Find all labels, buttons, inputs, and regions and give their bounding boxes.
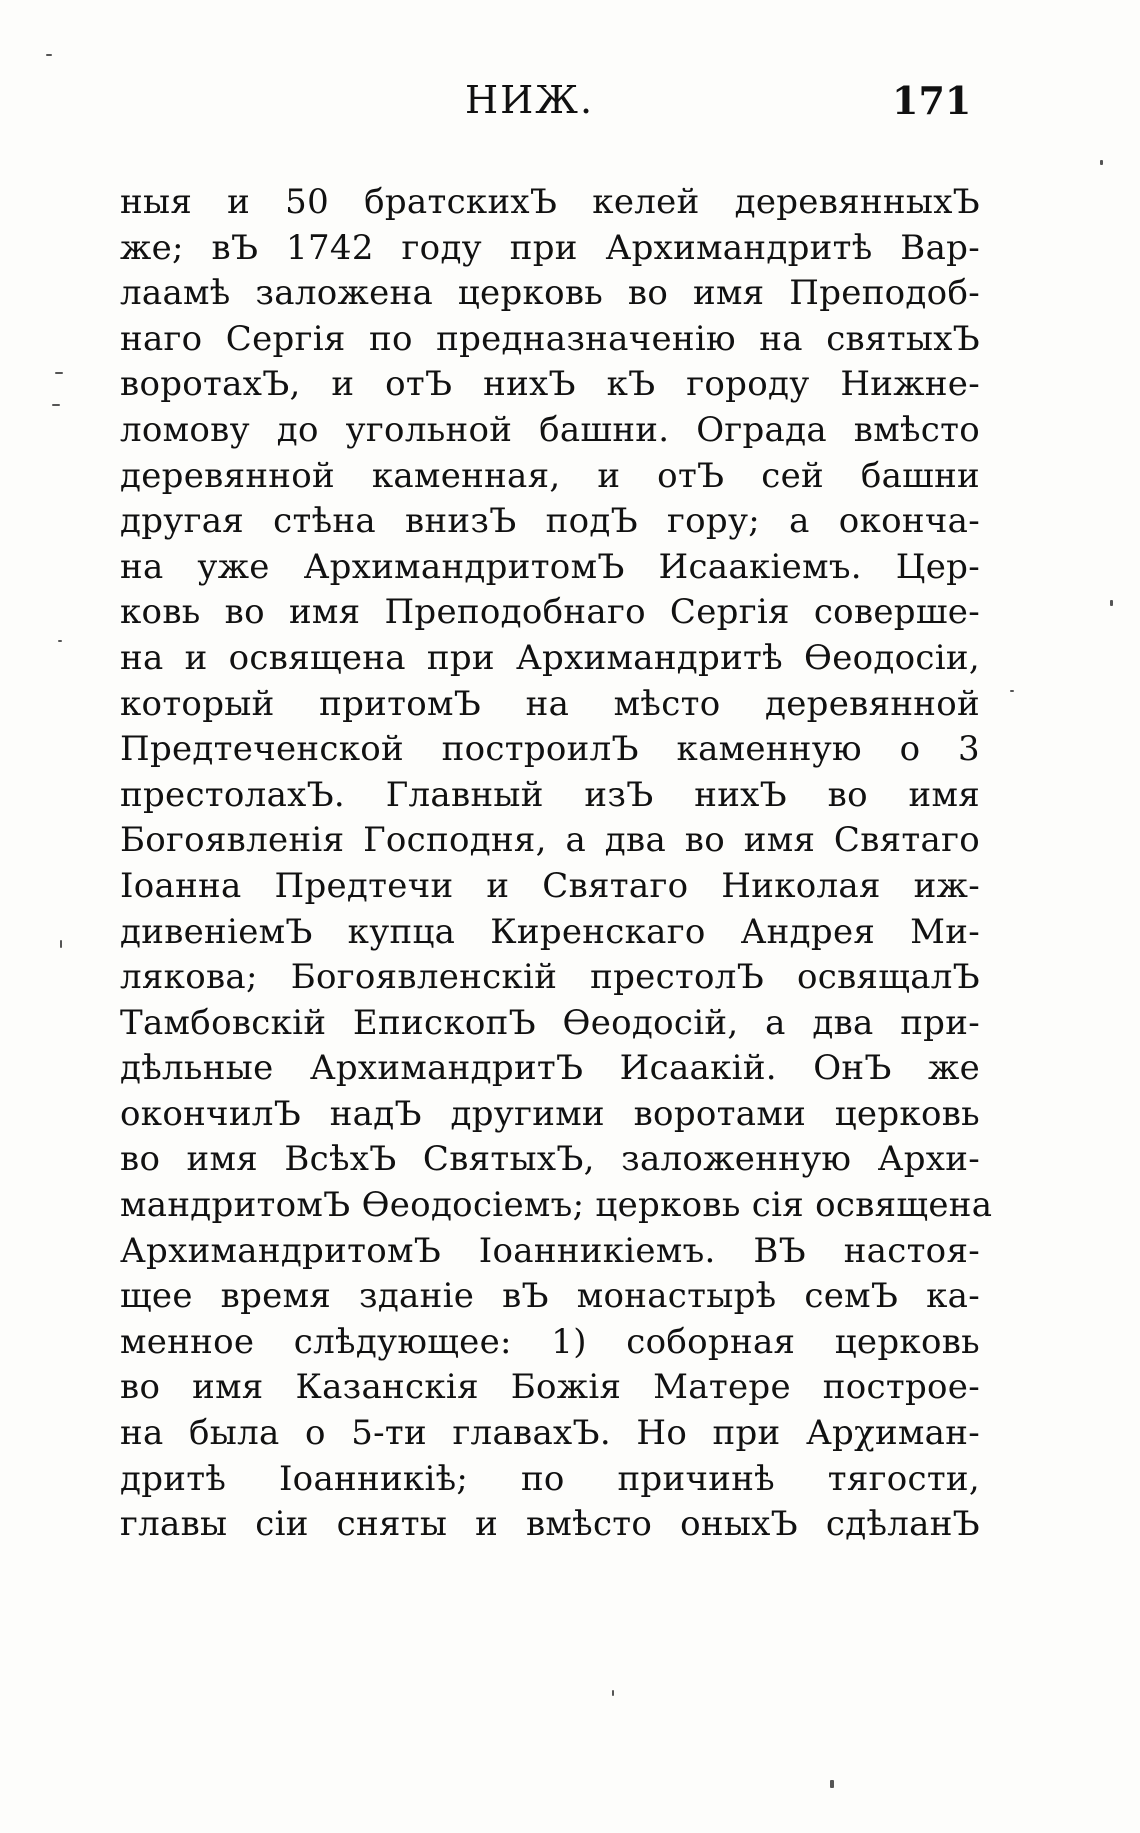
text-line: на была о 5-ти главахЪ. Но при Арχиман- bbox=[120, 1413, 980, 1454]
scan-speck bbox=[830, 1780, 834, 1788]
text-line: лаамѣ заложена церковь во имя Преподоб- bbox=[120, 273, 980, 314]
text-line: дивеніемЪ купца Киренскаго Андрея Ми- bbox=[120, 911, 980, 952]
text-line: ныя и 50 братскихЪ келей деревянныхЪ bbox=[120, 182, 980, 222]
text-line: Предтеченской построилЪ каменную о 3 bbox=[120, 729, 980, 770]
text-line: во имя Казанскія Божія Матере построе- bbox=[120, 1367, 980, 1408]
text-line: окончилЪ надЪ другими воротами церковь bbox=[120, 1093, 980, 1134]
text-line: Богоявленія Господня, а два во имя Святаго bbox=[120, 820, 980, 861]
text-line: другая стѣна внизЪ подЪ гору; а оконча- bbox=[120, 501, 980, 542]
text-line: престолахЪ. Главный изЪ нихЪ во имя bbox=[120, 774, 980, 815]
text-line: наго Сергія по предназначенію на святыхЪ bbox=[120, 318, 980, 359]
text-line: Іоанна Предтечи и Святаго Николая иж- bbox=[120, 865, 980, 906]
text-line: главы сіи сняты и вмѣсто оныхЪ сдѣланЪ bbox=[120, 1504, 980, 1545]
scan-speck bbox=[55, 372, 63, 374]
text-line: менное слѣдующее: 1) соборная церковь bbox=[120, 1321, 980, 1362]
text-line: дритѣ Іоанникіѣ; по причинѣ тягости, bbox=[120, 1458, 980, 1499]
scan-speck bbox=[52, 404, 60, 406]
scan-speck bbox=[46, 54, 52, 56]
text-line: деревянной каменная, и отЪ сей башни bbox=[120, 455, 980, 496]
page-number: 171 bbox=[892, 78, 972, 123]
running-title: НИЖ. bbox=[465, 78, 595, 122]
running-head bbox=[0, 78, 1140, 138]
text-line: щее время зданіе вЪ монастырѣ семЪ ка- bbox=[120, 1276, 980, 1317]
scan-speck bbox=[1010, 690, 1014, 692]
text-line: лякова; Богоявленскій престолЪ освящалЪ bbox=[120, 957, 980, 998]
text-line: на уже АрхимандритомЪ Исаакіемъ. Цер- bbox=[120, 546, 980, 587]
scan-speck bbox=[58, 640, 62, 642]
scan-speck bbox=[60, 940, 62, 948]
text-line: ломову до угольной башни. Ограда вмѣсто bbox=[120, 409, 980, 450]
text-line: же; вЪ 1742 году при Архимандритѣ Вар- bbox=[120, 227, 980, 268]
text-line: воротахЪ, и отЪ нихЪ кЪ городу Нижне- bbox=[120, 364, 980, 405]
text-line: ковь во имя Преподобнаго Сергія соверше- bbox=[120, 592, 980, 633]
scan-speck bbox=[612, 1690, 614, 1696]
text-line: мандритомЪ Өеодосіемъ; церковь сія освящена bbox=[120, 1185, 993, 1226]
text-line: который притомЪ на мѣсто деревянной bbox=[120, 683, 980, 724]
text-line: дѣльные АрхимандритЪ Исаакій. ОнЪ же bbox=[120, 1048, 980, 1089]
text-line: Тамбовскій ЕпископЪ Өеодосій, а два при- bbox=[120, 1002, 980, 1043]
text-line: АрхимандритомЪ Іоанникіемъ. ВЪ настоя- bbox=[120, 1230, 980, 1271]
text-line: на и освящена при Архимандритѣ Өеодосіи, bbox=[120, 637, 980, 678]
scan-speck bbox=[1110, 600, 1113, 606]
scan-speck bbox=[1100, 160, 1103, 165]
text-line: во имя ВсѣхЪ СвятыхЪ, заложенную Архи- bbox=[120, 1139, 980, 1180]
body-text bbox=[120, 180, 993, 1548]
